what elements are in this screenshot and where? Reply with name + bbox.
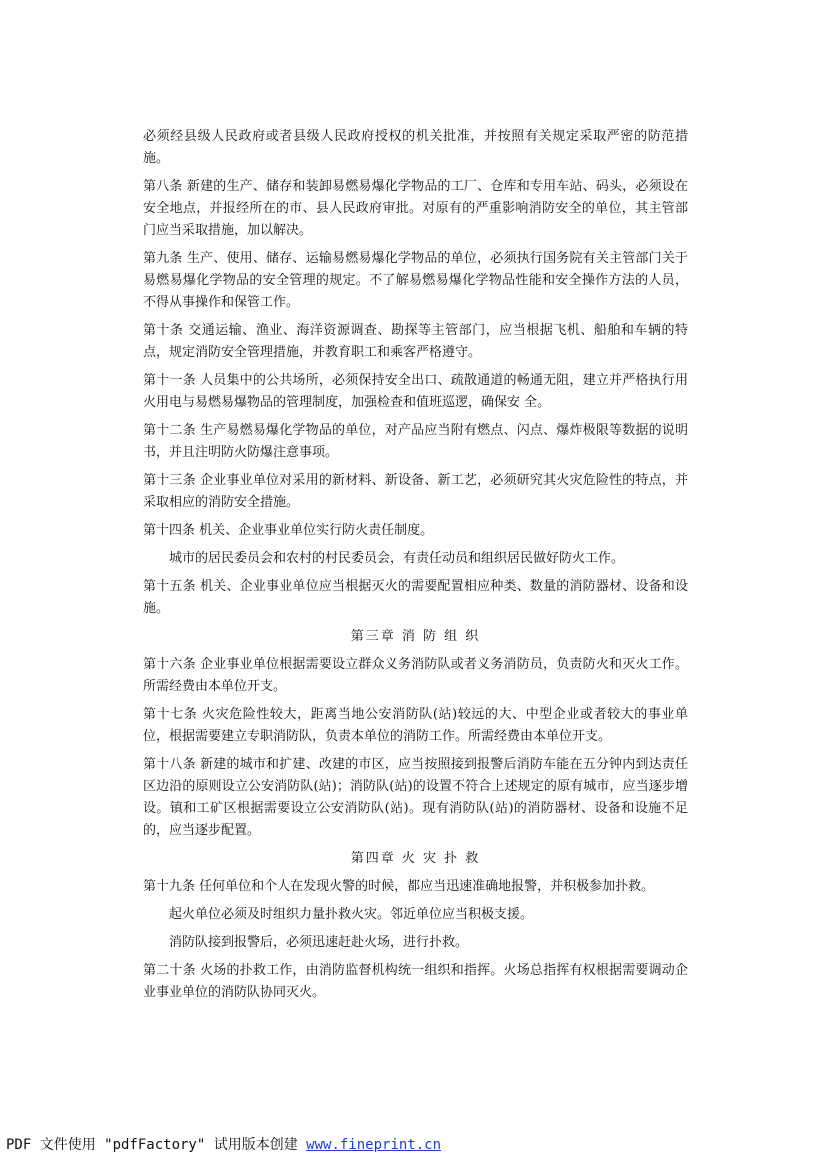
article-19: 第十九条 任何单位和个人在发现火警的时候，都应当迅速准确地报警，并积极参加扑救。: [143, 879, 655, 894]
article-9: 第九条 生产、使用、储存、运输易燃易爆化学物品的单位，必须执行国务院有关主管部门关于易燃易爆化学物品的安全管理的规定。不了解易燃易爆化学物品性能和安全操作方法的人员，不得从事操作和保管工作。: [143, 251, 688, 310]
article-11: 第十一条 人员集中的公共场所，必须保持安全出口、疏散通道的畅通无阻，建立并严格执行用火用电与易燃易爆物品的管理制度，加强检查和值班巡逻，确保安 全。: [143, 373, 688, 410]
article-14: 第十四条 机关、企业事业单位实行防火责任制度。: [143, 523, 434, 538]
chapter-3-heading: 第三章 消 防 组 织: [350, 629, 481, 644]
article-19-clause-2: 起火单位必须及时组织力量扑救火灾。邻近单位应当积极支援。: [169, 907, 534, 922]
document-body: [143, 126, 688, 1010]
article-12: 第十二条 生产易燃易爆化学物品的单位，对产品应当附有燃点、闪点、爆炸极限等数据的说明书，并且注明防火防爆注意事项。: [143, 423, 688, 460]
article-13: 第十三条 企业事业单位对采用的新材料、新设备、新工艺，必须研究其火灾危险性的特点，并采取相应的消防安全措施。: [143, 473, 688, 510]
article-14-clause: 城市的居民委员会和农村的村民委员会，有责任动员和组织居民做好防火工作。: [169, 551, 625, 566]
chapter-4-heading: 第四章 火 灾 扑 救: [350, 851, 481, 866]
article-10: 第十条 交通运输、渔业、海洋资源调查、勘探等主管部门，应当根据飞机、船舶和车辆的特点，规定消防安全管理措施，并教育职工和乘客严格遵守。: [143, 323, 688, 360]
article-8: 第八条 新建的生产、储存和装卸易燃易爆化学物品的工厂、仓库和专用车站、码头，必须设在安全地点，并报经所在的市、县人民政府审批。对原有的严重影响消防安全的单位，其主管部门应当采取措施，加以解决。: [143, 179, 688, 238]
paragraph: 必须经县级人民政府或者县级人民政府授权的机关批准，并按照有关规定采取严密的防范措施。: [143, 129, 688, 166]
footer-text: PDF 文件使用 "pdfFactory" 试用版本创建: [6, 1137, 307, 1153]
article-18: 第十八条 新建的城市和扩建、改建的市区，应当按照接到报警后消防车能在五分钟内到达责任区边沿的原则设立公安消防队(站)；消防队(站)的设置不符合上述规定的原有城市，应当逐步增设。镇和工矿区根据需要设立公安消防队(站)。现有消防队(站)的消防器材、设备和设施不足的，应当逐步配置。: [143, 757, 688, 838]
article-16: 第十六条 企业事业单位根据需要设立群众义务消防队或者义务消防员，负责防火和灭火工作。所需经费由本单位开支。: [143, 657, 688, 694]
article-19-clause-3: 消防队接到报警后，必须迅速赶赴火场，进行扑救。: [169, 935, 469, 950]
fineprint-link[interactable]: www.fineprint.cn: [306, 1137, 442, 1153]
article-17: 第十七条 火灾危险性较大，距离当地公安消防队(站)较远的大、中型企业或者较大的事业单位，根据需要建立专职消防队，负责本单位的消防工作。所需经费由本单位开支。: [143, 707, 688, 744]
article-20: 第二十条 火场的扑救工作，由消防监督机构统一组织和指挥。火场总指挥有权根据需要调动企业事业单位的消防队协同灭火。: [143, 963, 688, 1000]
pdf-footer: [6, 1134, 441, 1154]
article-15: 第十五条 机关、企业事业单位应当根据灭火的需要配置相应种类、数量的消防器材、设备和设施。: [143, 579, 688, 616]
